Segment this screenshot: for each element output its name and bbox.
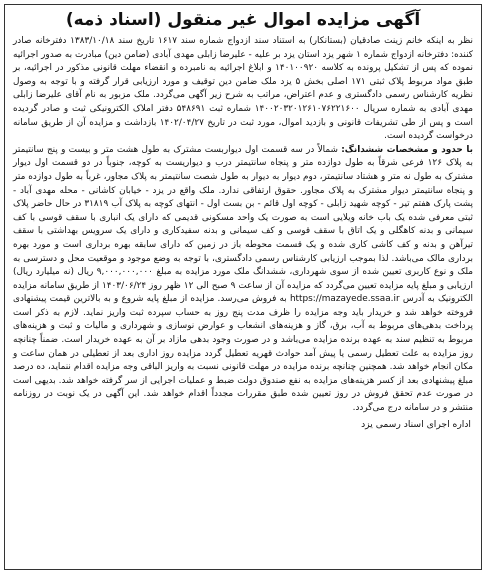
notice-title: آگهی مزایده اموال غیر منقول (اسناد ذمه) (65, 10, 421, 30)
notice-body: شمالاً در سه قسمت اول دیواربست مشترک به طول هشت متر و بیست و پنج سانتیمتر به پلاک ۱۲۶ فرعی شرقاً به طول دوازده متر و پنجاه سانتیمتر درب و دیواریست به کوچه، جنوباً در دو قسمت اول دیوار مشترک به طول نه متر و هشتاد سانتیمتر، دوم دیوار به دیوار به طول شصت سانتیمتر به پلاک مجاور، غرباً به طول دوازده متر و پنجاه سانتیمتر دیوار مشترک به پلاک مجاور. حقوق ارتفاقی ندارد. ملک واقع در یزد - خیابان کاشانی - محله مهدی آباد - پشت پارک هفتم تیر - کوچه شهید زابلی - کوچه اول قائم - بن بست اول - انتهای کوچه به پلاک آب ۳۱۸۱۹ در حال حاضر پلاک ثبتی معرفی شده یک باب خانه ویلایی است به صورت یک واحد مسکونی قدیمی که دارای یک انباری با سقف قوسی با کف سیمانی و بدنه کاهگلی و یک اتاق با سقف قوسی و کف سیمانی و بدنه سفیدکاری و دارای یک سرویس بهداشتی با سقف تیرآهن و بدنه و کف کاشی کاری شده و یک قسمت محوطه باز در زمین که دارای سابقه بهره برداری است و مورد بهره برداری مالک می‌باشد. لذا بموجب ارزیابی کارشناس رسمی دادگستری، با توجه به وضع موجود و موقعیت محل و دسترسی به ملک و نوع کاربری تعیین شده از سوی شهرداری، ششدانگ ملک مورد مزایده به مبلغ ۹,۰۰۰,۰۰۰,۰۰۰ ریال (نه میلیارد ریال) ارزیابی و مبلغ پایه مزایده تعیین می‌گردد که مزایده آن از ساعت ۹ صبح الی ۱۲ ظهر روز ۱۴۰۳/۰۶/۲۴ از طریق سامانه مزایده الکترونیک به آدرس https://mazayede.ssaa.ir به فروش می‌رسد. مزایده از مبلغ پایه شروع و به بالاترین قیمت پیشنهادی فروخته خواهد شد و خریدار باید وجه مزایده را ظرف مدت پنج روز به حساب سپرده ثبت واریز نماید. لازم به ذکر است پرداخت بدهی‌های مربوط به آب، برق، گاز و هزینه‌های انشعاب و عوارض نوسازی و شهرداری و مالیات و ثبت و هزینه‌های مربوط به تنظیم سند به عهده برنده مزایده می‌باشد و در صورت وجود بدهی مازاد بر آن به عهده خریدار است. ضمناً چنانچه روز مزایده به علت تعطیل رسمی یا پیش آمد حوادث قهریه تعطیل گردد مزایده روز اداری بعد از تعطیلی در همان ساعت و مکان انجام خواهد شد. همچنین چنانچه برنده مزایده در مهلت قانونی نسبت به واریز الباقی وجه مزایده اقدام ننماید، ده درصد مبلغ پیشنهادی بعد از کسر هزینه‌های مزایده به نفع صندوق دولت ضبط و عملیات اجرایی از سر گرفته خواهد شد. بدیهی است در صورت عدم تحقق فروش در روز تعیین شده طبق مقررات مجدداً اقدام خواهد شد. این آگهی در یک نوبت در روزنامه منتشر و در سامانه درج می‌گردد. (13, 144, 474, 414)
notice-signature: اداره اجرای اسناد رسمی یزد (361, 418, 471, 430)
notice-content (5, 33, 481, 416)
notice-frame (4, 4, 482, 570)
notice-intro: نظر به اینکه خانم زینت صادقیان (بستانکار) به استناد سند ازدواج شماره سند ۱۶۱۷ تاریخ سند ۱۳۸۳/۱۰/۱۸ دفترخانه صادر کننده: دفترخانه ازدواج شماره ۱ شهر یزد استان یزد بر علیه - علیرضا زابلی مهدی آبادی (ضامن دین) مبادرت به صدور اجرائیه نموده که پس از تشکیل پرونده به کلاسه ۱۴۰۱۰۰۹۲۰ و ابلاغ اجرائیه به نامبرده و انقضاء مهلت قانونی مذکور در اجرائیه، بر طبق مواد مربوط پلاک ثبتی ۱۷۱ اصلی بخش ۵ یزد ملک ضامن دین توقیف و مورد ارزیابی قرار گرفته و با توجه به وصول نظریه کارشناس رسمی دادگستری و عدم اعتراض، مراتب به شرح زیر آگهی می‌گردد. ملک مزبور به نام آقای علیرضا زابلی مهدی آبادی به شماره سریال ۱۴۰۰۲۰۳۲۰۱۲۶۱۰۷۶۲۲۱۶۰۰ شماره ثبت ۵۴۸۶۹۱ دفتر املاک الکترونیکی ثبت و صادر گردیده است و پس از طی تشریفات قانونی و بازدید اموال، مورد ثبت در تاریخ ۱۴۰۲/۰۴/۲۷ بازداشت و مزایده آن از طریق سامانه درخواست گردیده است. (13, 36, 473, 142)
notice-body-paragraph (13, 144, 473, 416)
section-heading: با حدود و مشخصات ششدانگ: (341, 144, 473, 155)
